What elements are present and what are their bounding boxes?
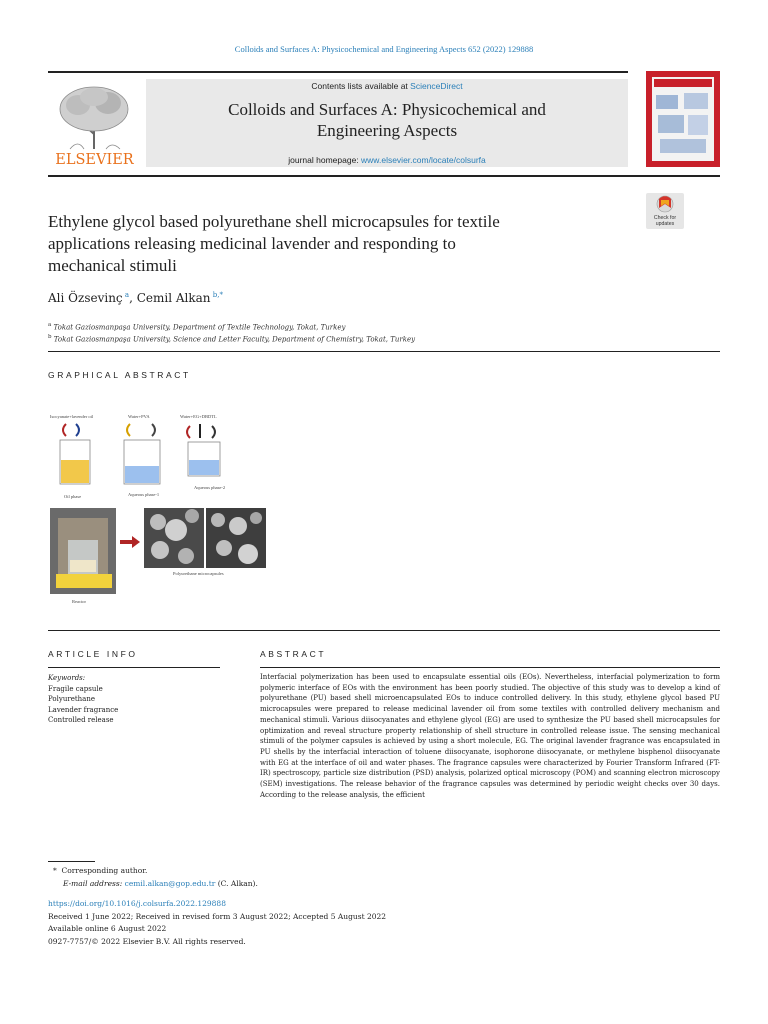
affiliation-a-marker: a — [48, 322, 52, 328]
article-title — [48, 211, 588, 277]
elsevier-wordmark: ELSEVIER — [55, 152, 134, 167]
article-info-rule — [48, 667, 220, 668]
author-name[interactable]: Ali Özsevinç — [48, 291, 123, 305]
reactor-photo — [50, 508, 116, 594]
contents-prefix: Contents lists available at — [311, 81, 411, 91]
graphical-abstract-figure[interactable] — [48, 410, 266, 608]
sem-image-2 — [206, 508, 266, 568]
corresponding-author-note — [53, 866, 147, 875]
sem-image-1 — [144, 508, 204, 568]
crossmark-label-2: updates — [655, 221, 675, 227]
check-for-updates-badge[interactable] — [646, 193, 684, 229]
tree-icon — [60, 87, 128, 149]
label-aqueous-2: Aqueous phase-2 — [194, 485, 226, 490]
homepage-prefix: journal homepage: — [288, 155, 362, 165]
graphical-abstract-heading: GRAPHICAL ABSTRACT — [48, 370, 191, 380]
email-label: E-mail address: — [63, 879, 123, 888]
abstract-rule — [260, 667, 720, 668]
journal-title[interactable] — [146, 99, 628, 141]
affiliation-b — [48, 332, 415, 344]
journal-title-line-2: Engineering Aspects — [316, 121, 458, 140]
journal-title-line-1: Colloids and Surfaces A: Physicochemical and — [228, 100, 546, 119]
section-divider — [48, 630, 720, 631]
affiliation-a — [48, 320, 415, 332]
journal-homepage-link[interactable]: www.elsevier.com/locate/colsurfa — [361, 155, 486, 165]
elsevier-logo[interactable] — [48, 79, 141, 167]
journal-homepage-line — [146, 155, 628, 165]
crossmark-label-1: Check for — [653, 215, 677, 221]
keywords-block — [48, 673, 118, 726]
affiliation-b-text: Tokat Gaziosmanpaşa University, Science and Letter Faculty, Department of Chemistry, Tokat, Turkey — [53, 335, 416, 344]
author-list — [48, 291, 223, 305]
label-isocyanate: Isocyanate+lavender oil — [50, 414, 94, 419]
label-water-pva: Water+PVA — [128, 414, 150, 419]
keyword-item: Polyurethane — [48, 695, 95, 703]
journal-reference-link[interactable]: Colloids and Surfaces A: Physicochemical and Engineering Aspects 652 (2022) 129888 — [234, 44, 534, 54]
label-aqueous-1: Aqueous phase-1 — [128, 492, 160, 497]
article-title-line-3: mechanical stimuli — [48, 256, 177, 275]
keyword-item: Controlled release — [48, 716, 114, 724]
article-title-line-2: applications releasing medicinal lavender and responding to — [48, 234, 456, 253]
article-info-heading: ARTICLE INFO — [48, 649, 138, 659]
affiliation-list — [48, 320, 415, 345]
corresponding-text: Corresponding author. — [61, 866, 148, 875]
author-name[interactable]: Cemil Alkan — [136, 291, 211, 305]
footnote-rule — [48, 861, 95, 862]
corresponding-mark: * — [53, 866, 57, 875]
label-microcapsules: Polyurethane microcapsules — [173, 571, 224, 576]
affiliation-marker[interactable]: a — [124, 291, 130, 299]
affiliation-marker[interactable]: b,* — [212, 291, 223, 299]
article-title-line-1: Ethylene glycol based polyurethane shell microcapsules for textile — [48, 212, 500, 231]
keyword-item: Lavender fragrance — [48, 705, 119, 714]
email-suffix: (C. Alkan). — [217, 879, 258, 888]
email-line — [63, 879, 258, 888]
author-separator: , — [129, 291, 137, 305]
sciencedirect-link[interactable]: ScienceDirect — [410, 81, 463, 91]
keyword-item: Fragile capsule — [48, 684, 103, 693]
header-bottom-rule — [48, 175, 720, 177]
journal-cover-thumbnail[interactable] — [646, 71, 720, 167]
crossmark-icon — [657, 196, 673, 212]
abstract-heading: ABSTRACT — [260, 649, 327, 659]
abstract-body: Interfacial polymerization has been used to encapsulate essential oils (EOs). Nevertheless, interfacial polymerization to form polymeric interface of EOs with the environment has been poorly studied. The objective of this study was to develop a kind of polyurethane (PU) based shell microencapsulated EOs to induce controlled delivery. In this study, ethylene glycol based PU microcapsules were prepared to release medicinal lavender oil from some textiles with controlled delivery mechanism and mechanical stimuli. Various diisocyanates and ethylene glycol (EG) are used to synthesize the PU based shell microcapsules for optimization and reveal structure property relationship of shell structure in controlled release issue. The sensing mechanical stimuli of the polymer capsules is achieved by using a short molecule, EG. The original lavender fragrance was encapsulated in PU shells by the interfacial interaction of toluene diisocyanate, isophorone diisocyanate, or methylene bisphenol diisocyanate with EG at the interface of oil and water phases. The fragrance capsules were characterized by Fourier Transform Infrared (FT-IR) spectroscopy, particle size distribution (PSD) analysis, polarized optical microscopy (POM) and scanning electron microscopy (SEM) investigations. The release behavior of the fragrance capsules was determined by periodic weight checks over 30 days. According to the release analysis, the efficient — [260, 673, 720, 799]
label-oil-phase: Oil phase — [64, 494, 82, 499]
affiliation-b-marker: b — [48, 334, 52, 341]
contents-available-line — [146, 81, 628, 91]
label-reactor: Reactor — [72, 599, 86, 604]
label-water-eg: Water+EG+DBDTL — [180, 414, 217, 419]
header-top-rule — [48, 71, 628, 73]
copyright-notice: 0927-7757/© 2022 Elsevier B.V. All rights reserved. — [48, 937, 246, 946]
section-divider — [48, 351, 720, 352]
available-online-date: Available online 6 August 2022 — [48, 924, 167, 933]
affiliation-a-text: Tokat Gaziosmanpaşa University, Department of Textile Technology, Tokat, Turkey — [53, 323, 346, 332]
doi-link[interactable]: https://doi.org/10.1016/j.colsurfa.2022.129888 — [48, 899, 226, 908]
email-link[interactable]: cemil.alkan@gop.edu.tr — [124, 879, 216, 888]
keywords-label: Keywords: — [48, 674, 86, 682]
received-dates: Received 1 June 2022; Received in revised form 3 August 2022; Accepted 5 August 2022 — [48, 912, 387, 921]
